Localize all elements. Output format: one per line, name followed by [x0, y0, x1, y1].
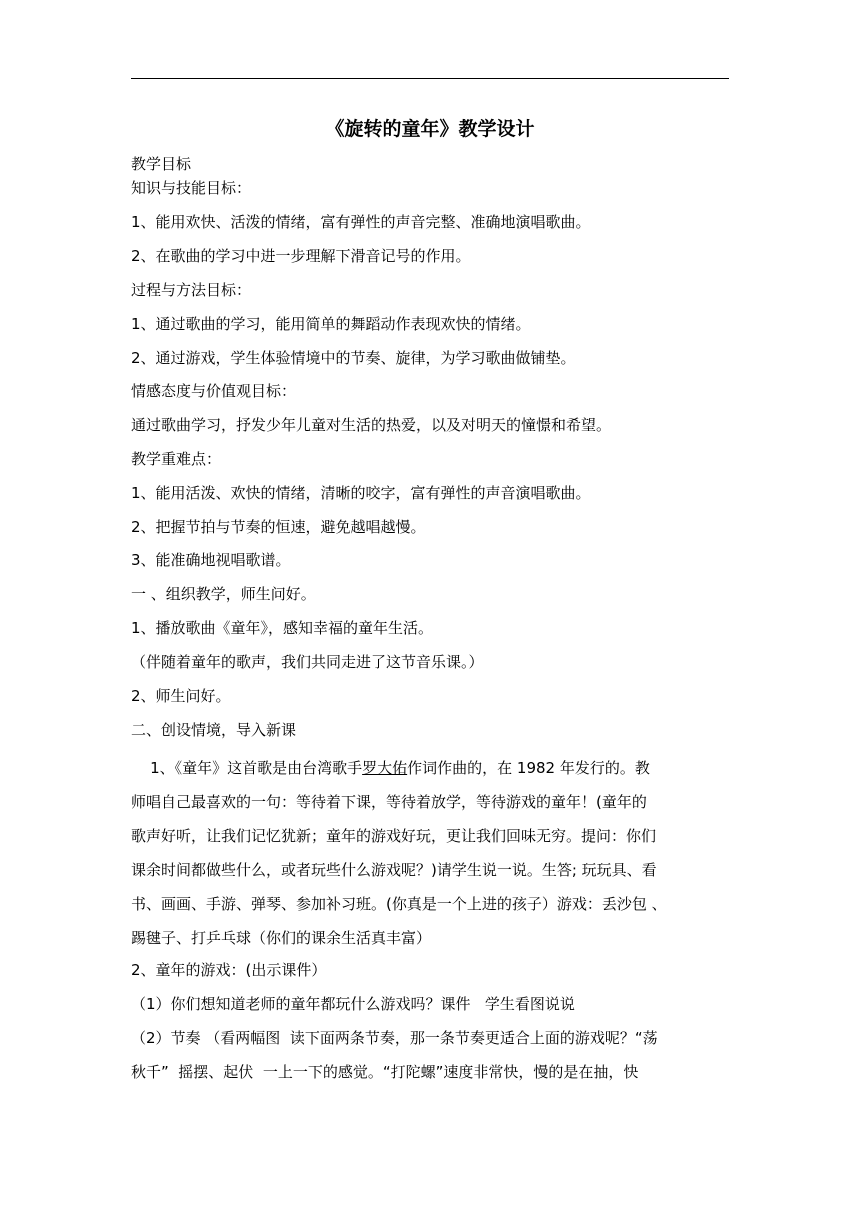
body-lines	[131, 154, 729, 754]
paragraph-line: 师唱自己最喜欢的一句：等待着下课，等待着放学，等待游戏的童年！(童年的	[131, 793, 647, 811]
paragraph-text: 1、《童年》这首歌是由台湾歌手	[131, 759, 363, 777]
text-line: 1、能用欢快、活泼的情绪，富有弹性的声音完整、准确地演唱歌曲。	[131, 213, 591, 231]
underlined-name: 罗大佑	[362, 759, 408, 777]
paragraph-line	[131, 758, 729, 792]
text-line: 知识与技能目标：	[131, 179, 252, 197]
text-line: 秋千” 摇摆、起伏 一上一下的感觉。“打陀螺”速度非常快，慢的是在抽，快	[131, 1063, 639, 1081]
paragraph-line: 歌声好听，让我们记忆犹新；童年的游戏好玩，更让我们回味无穷。提问：你们	[131, 827, 657, 845]
paragraph-line: 踢毽子、打乒乓球（你们的课余生活真丰富）	[131, 929, 432, 947]
paragraph-line: 课余时间都做些什么，或者玩些什么游戏呢？)请学生说一说。生答; 玩玩具、看	[131, 861, 657, 879]
paragraph-text: 作词作曲的，在 1982 年发行的。教	[407, 759, 650, 777]
text-line: 一 、组织教学，师生问好。	[131, 585, 316, 603]
text-line: 1、通过歌曲的学习，能用简单的舞蹈动作表现欢快的情绪。	[131, 315, 531, 333]
text-line: 3、能准确地视唱歌谱。	[131, 551, 291, 569]
text-line: （2）节奏 （看两幅图 读下面两条节奏，那一条节奏更适合上面的游戏呢？“荡	[131, 1029, 658, 1047]
text-line: 教学重难点：	[131, 450, 222, 468]
text-line: 通过歌曲学习，抒发少年儿童对生活的热爱，以及对明天的憧憬和希望。	[131, 416, 612, 434]
body-lines-continued	[131, 960, 729, 1096]
text-line: 教学目标	[131, 155, 192, 173]
header-rule	[131, 78, 729, 79]
text-line: 2、把握节拍与节奏的恒速，避免越唱越慢。	[131, 518, 426, 536]
text-line: 2、童年的游戏：(出示课件）	[131, 961, 327, 979]
text-line: 二、创设情境，导入新课	[131, 721, 297, 739]
document-title: 《旋转的童年》教学设计	[325, 118, 535, 140]
text-line: 2、通过游戏，学生体验情境中的节奏、旋律，为学习歌曲做铺垫。	[131, 349, 576, 367]
text-line: 1、播放歌曲《童年》，感知幸福的童年生活。	[131, 619, 434, 637]
text-line: 1、能用活泼、欢快的情绪，清晰的咬字，富有弹性的声音演唱歌曲。	[131, 484, 591, 502]
text-line: （伴随着童年的歌声，我们共同走进了这节音乐课。）	[131, 653, 484, 671]
text-line: （1）你们想知道老师的童年都玩什么游戏吗？课件 学生看图说说	[131, 995, 575, 1013]
paragraph-intro	[131, 758, 729, 962]
text-line: 过程与方法目标：	[131, 281, 252, 299]
text-line: 2、在歌曲的学习中进一步理解下滑音记号的作用。	[131, 247, 471, 265]
text-line: 情感态度与价值观目标：	[131, 382, 297, 400]
text-line: 2、师生问好。	[131, 687, 231, 705]
paragraph-line: 书、画画、手游、弹琴、参加补习班。(你真是一个上进的孩子）游戏：丢沙包 、	[131, 895, 667, 913]
